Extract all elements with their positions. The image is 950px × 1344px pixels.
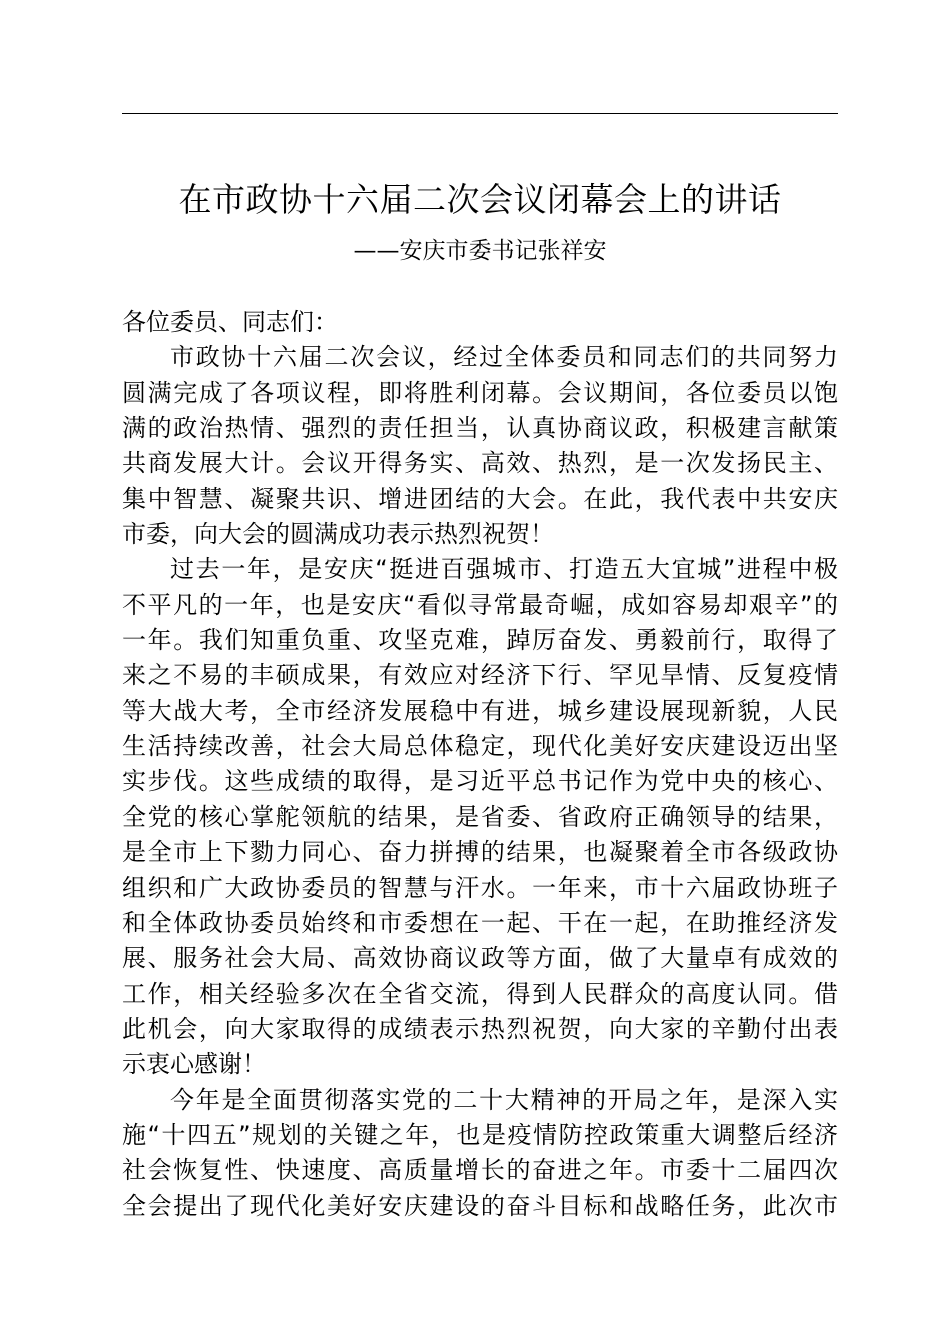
- text-line: 全党的核心掌舵领航的结果，是省委、省政府正确领导的结果，: [122, 802, 838, 831]
- text-line: 一年。我们知重负重、攻坚克难，踔厉奋发、勇毅前行，取得了: [122, 626, 838, 655]
- text-line: 今年是全面贯彻落实党的二十大精神的开局之年，是深入实: [170, 1085, 838, 1114]
- text-line: 来之不易的丰硕成果，有效应对经济下行、罕见旱情、反复疫情: [122, 661, 838, 690]
- text-line: 集中智慧、凝聚共识、增进团结的大会。在此，我代表中共安庆: [122, 484, 838, 513]
- header-rule: [122, 113, 838, 114]
- text-line: 示衷心感谢！: [122, 1050, 266, 1079]
- text-line: 施“十四五”规划的关键之年，也是疫情防控政策重大调整后经济: [122, 1120, 838, 1149]
- text-line: 圆满完成了各项议程，即将胜利闭幕。会议期间，各位委员以饱: [122, 378, 838, 407]
- paragraph: [122, 552, 838, 1082]
- text-line: 工作，相关经验多次在全省交流，得到人民群众的高度认同。借: [122, 979, 838, 1008]
- paragraph: [122, 1083, 838, 1224]
- document-subtitle: ——安庆市委书记张祥安: [353, 238, 607, 264]
- text-line: 社会恢复性、快速度、高质量增长的奋进之年。市委十二届四次: [122, 1156, 838, 1185]
- text-line: 不平凡的一年，也是安庆“看似寻常最奇崛，成如容易却艰辛”的: [122, 590, 838, 619]
- text-line: 各位委员、同志们：: [122, 308, 338, 336]
- text-line: 和全体政协委员始终和市委想在一起、干在一起，在助推经济发: [122, 908, 838, 937]
- text-line: 组织和广大政协委员的智慧与汗水。一年来，市十六届政协班子: [122, 873, 838, 902]
- text-line: 实步伐。这些成绩的取得，是习近平总书记作为党中央的核心、: [122, 767, 838, 796]
- text-line: 过去一年，是安庆“挺进百强城市、打造五大宜城”进程中极: [170, 555, 838, 584]
- text-line: 此机会，向大家取得的成绩表示热烈祝贺，向大家的辛勤付出表: [122, 1014, 838, 1043]
- text-line: 共商发展大计。会议开得务实、高效、热烈，是一次发扬民主、: [122, 449, 838, 478]
- text-line: 市委，向大会的圆满成功表示热烈祝贺！: [122, 520, 554, 549]
- text-line: 等大战大考，全市经济发展稳中有进，城乡建设展现新貌，人民: [122, 696, 838, 725]
- paragraph: [122, 305, 838, 340]
- text-line: 是全市上下勠力同心、奋力拼搏的结果，也凝聚着全市各级政协: [122, 838, 838, 867]
- document-body: [122, 305, 838, 1224]
- text-line: 全会提出了现代化美好安庆建设的奋斗目标和战略任务，此次市: [122, 1191, 838, 1220]
- text-line: 满的政治热情、强烈的责任担当，认真协商议政，积极建言献策: [122, 414, 838, 443]
- document-title: 在市政协十六届二次会议闭幕会上的讲话: [178, 180, 782, 219]
- text-line: 展、服务社会大局、高效协商议政等方面，做了大量卓有成效的: [122, 944, 838, 973]
- paragraph: [122, 340, 838, 552]
- text-line: 生活持续改善，社会大局总体稳定，现代化美好安庆建设迈出坚: [122, 732, 838, 761]
- text-line: 市政协十六届二次会议，经过全体委员和同志们的共同努力: [170, 343, 838, 372]
